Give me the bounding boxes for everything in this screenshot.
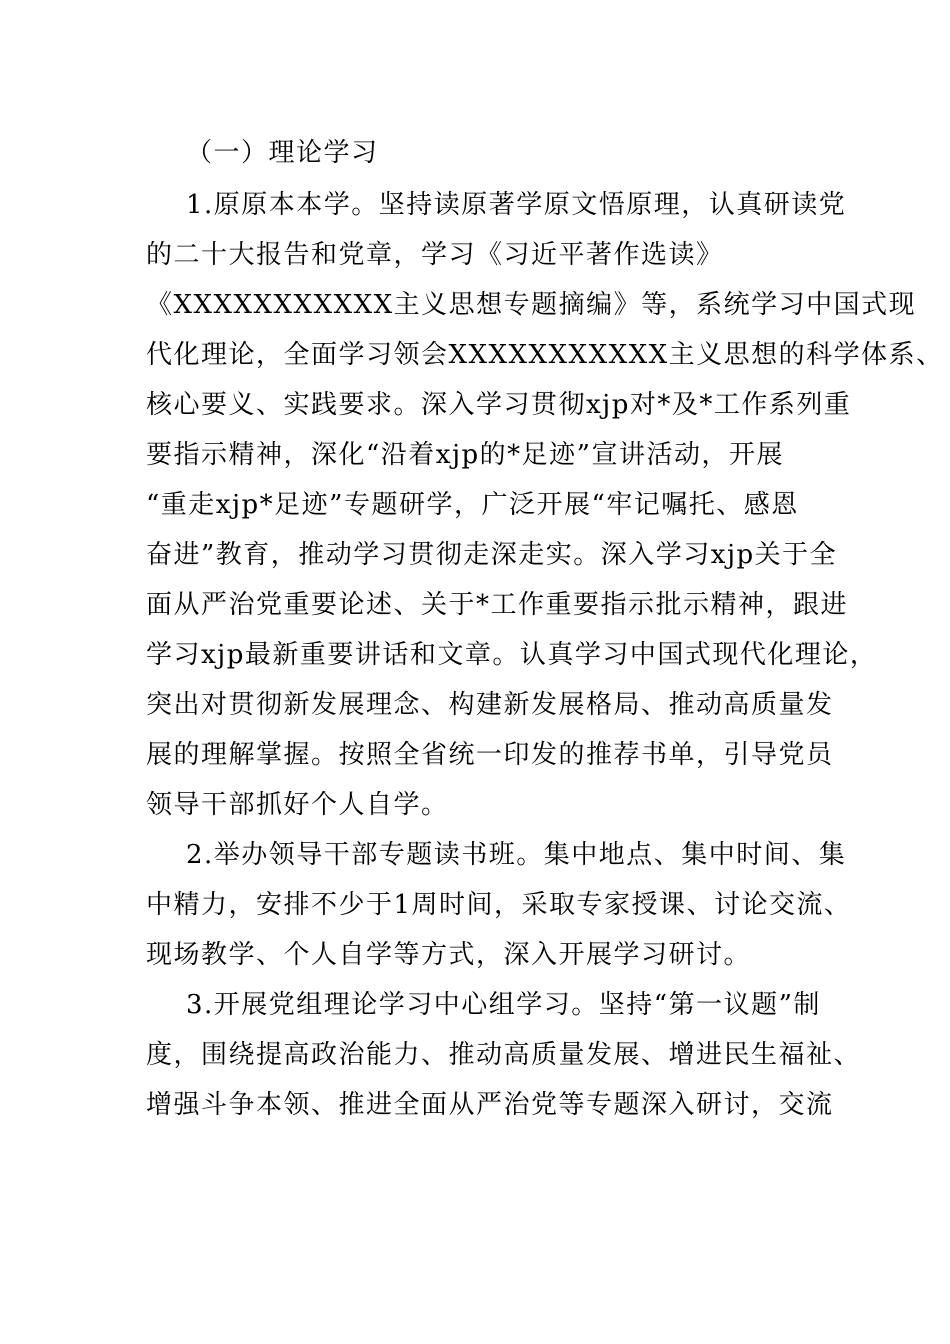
text-line: 中精力，安排不少于1周时间，采取专家授课、讨论交流、	[146, 890, 852, 920]
text-line: 《XXXXXXXXXXX主义思想专题摘编》等，系统学习中国式现	[146, 290, 917, 320]
text-line: 展的理解掌握。按照全省统一印发的推荐书单，引导党员	[146, 740, 834, 770]
text-line: 增强斗争本领、推进全面从严治党等专题深入研讨，交流	[146, 1090, 834, 1120]
section-heading: （一）理论学习	[186, 138, 379, 168]
text-line: 1.原原本本学。坚持读原著学原文悟原理，认真研读党	[186, 190, 847, 220]
text-line: 学习xjp最新重要讲话和文章。认真学习中国式现代化理论，	[146, 640, 878, 670]
text-line: 度，围绕提高政治能力、推动高质量发展、增进民生福祉、	[146, 1040, 862, 1070]
text-line: 要指示精神，深化“沿着xjp的*足迹”宣讲活动，开展	[146, 440, 784, 470]
text-line: 的二十大报告和党章，学习《习近平著作选读》	[146, 240, 724, 270]
text-line: 核心要义、实践要求。深入学习贯彻xjp对*及*工作系列重	[146, 390, 852, 420]
text-line: 面从严治党重要论述、关于*工作重要指示批示精神，跟进	[146, 590, 849, 620]
text-line: 领导干部抓好个人自学。	[146, 790, 449, 820]
text-line: “重走xjp*足迹”专题研学，广泛开展“牢记嘱托、感恩	[146, 490, 799, 520]
text-line: 现场教学、个人自学等方式，深入开展学习研讨。	[146, 940, 752, 970]
text-line: 代化理论，全面学习领会XXXXXXXXXXX主义思想的科学体系、	[146, 340, 944, 370]
text-line: 突出对贯彻新发展理念、构建新发展格局、推动高质量发	[146, 690, 834, 720]
text-line: 2.举办领导干部专题读书班。集中地点、集中时间、集	[186, 840, 847, 870]
text-line: 3.开展党组理论学习中心组学习。坚持“第一议题”制	[186, 990, 821, 1020]
text-line: 奋进”教育，推动学习贯彻走深走实。深入学习xjp关于全	[146, 540, 838, 570]
